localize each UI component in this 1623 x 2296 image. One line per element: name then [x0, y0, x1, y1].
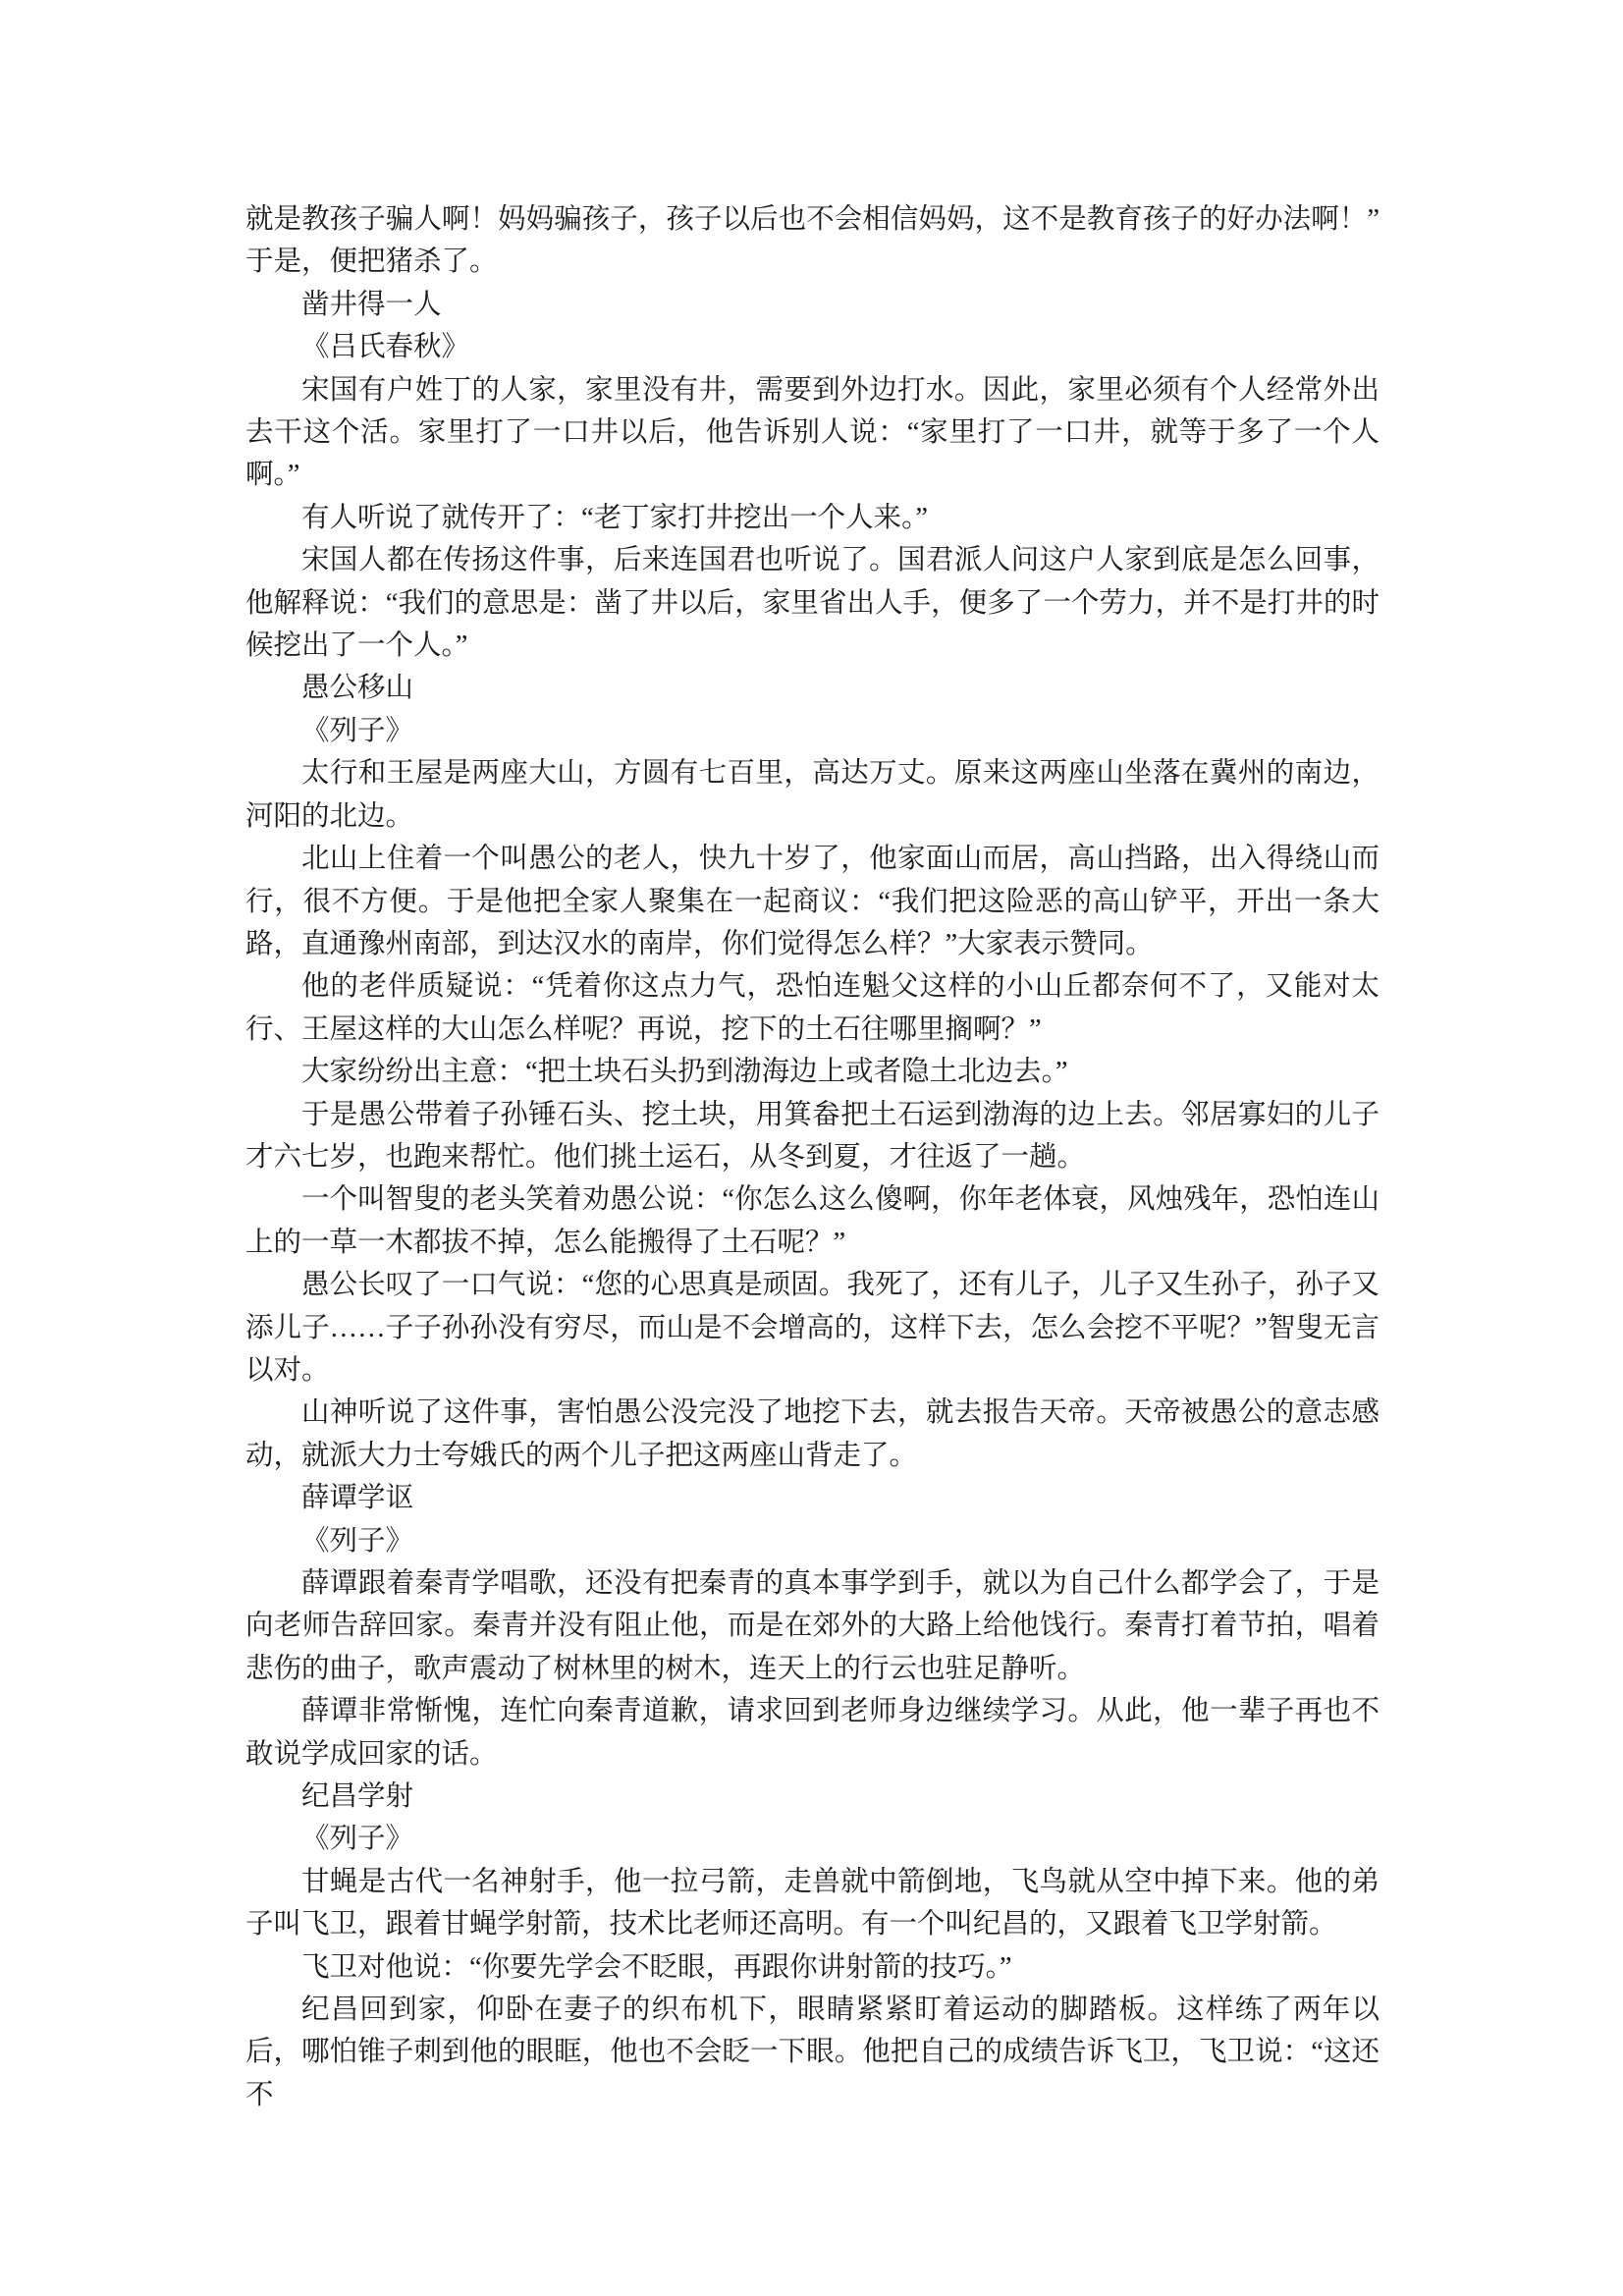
story-title: 愚公移山 [301, 673, 414, 704]
paragraph: 就是教孩子骗人啊！妈妈骗孩子，孩子以后也不会相信妈妈，这不是教育孩子的好办法啊！”于是，便把猪杀了。 [245, 204, 1380, 278]
paragraph: 纪昌回到家，仰卧在妻子的织布机下，眼睛紧紧盯着运动的脚踏板。这样练了两年以后，哪怕锥子刺到他的眼眶，他也不会眨一下眼。他把自己的成绩告诉飞卫，飞卫说：“这还不 [245, 1995, 1380, 2110]
paragraph: 大家纷纷出主意：“把土块石头扔到渤海边上或者隐土北边去。” [301, 1057, 1068, 1088]
paragraph: 太行和王屋是两座大山，方圆有七百里，高达万丈。原来这两座山坐落在冀州的南边，河阳的北边。 [245, 758, 1380, 832]
paragraph: 于是愚公带着子孙锤石头、挖土块，用箕畚把土石运到渤海的边上去。邻居寡妇的儿子才六七岁，也跑来帮忙。他们挑土运石，从冬到夏，才往返了一趟。 [245, 1099, 1380, 1173]
paragraph: 宋国有户姓丁的人家，家里没有井，需要到外边打水。因此，家里必须有个人经常外出去干这个活。家里打了一口井以后，他告诉别人说：“家里打了一口井，就等于多了一个人啊。” [245, 374, 1380, 491]
paragraph: 有人听说了就传开了：“老丁家打井挖出一个人来。” [301, 502, 929, 533]
paragraph: 薛谭跟着秦青学唱歌，还没有把秦青的真本事学到手，就以为自己什么都学会了，于是向老师告辞回家。秦青并没有阻止他，而是在郊外的大路上给他饯行。秦青打着节拍，唱着悲伤的曲子，歌声震动了树林里的树木，连天上的行云也驻足静听。 [245, 1568, 1380, 1684]
paragraph: 薛谭非常惭愧，连忙向秦青道歉，请求回到老师身边继续学习。从此，他一辈子再也不敢说学成回家的话。 [245, 1696, 1380, 1770]
story-title: 薛谭学讴 [301, 1483, 414, 1514]
paragraph: 飞卫对他说：“你要先学会不眨眼，再跟你讲射箭的技巧。” [301, 1951, 1012, 1983]
story-source: 《吕氏春秋》 [301, 332, 470, 363]
paragraph: 北山上住着一个叫愚公的老人，快九十岁了，他家面山而居，高山挡路，出入得绕山而行，很不方便。于是他把全家人聚集在一起商议：“我们把这险恶的高山铲平，开出一条大路，直通豫州南部，到达汉水的南岸，你们觉得怎么样？”大家表示赞同。 [245, 844, 1380, 959]
paragraph: 他的老伴质疑说：“凭着你这点力气，恐怕连魁父这样的小山丘都奈何不了，又能对太行、王屋这样的大山怎么样呢？再说，挖下的土石往哪里搁啊？” [245, 971, 1380, 1045]
paragraph: 愚公长叹了一口气说：“您的心思真是顽固。我死了，还有儿子，儿子又生孙子，孙子又添儿子……子子孙孙没有穷尽，而山是不会增高的，这样下去，怎么会挖不平呢？”智叟无言以对。 [245, 1270, 1380, 1386]
paragraph: 甘蝇是古代一名神射手，他一拉弓箭，走兽就中箭倒地，飞鸟就从空中掉下来。他的弟子叫飞卫，跟着甘蝇学射箭，技术比老师还高明。有一个叫纪昌的，又跟着飞卫学射箭。 [245, 1866, 1380, 1941]
story-title: 纪昌学射 [301, 1781, 414, 1813]
paragraph: 宋国人都在传扬这件事，后来连国君也听说了。国君派人问这户人家到底是怎么回事，他解释说：“我们的意思是：凿了井以后，家里省出人手，便多了一个劳力，并不是打井的时候挖出了一个人。” [245, 545, 1380, 662]
story-title: 凿井得一人 [301, 289, 442, 320]
paragraph: 山神听说了这件事，害怕愚公没完没了地挖下去，就去报告天帝。天帝被愚公的意志感动，就派大力士夸娥氏的两个儿子把这两座山背走了。 [245, 1397, 1380, 1471]
story-source: 《列子》 [301, 1824, 414, 1855]
story-source: 《列子》 [301, 715, 414, 746]
text-content [245, 198, 1380, 2116]
paragraph: 一个叫智叟的老头笑着劝愚公说：“你怎么这么傻啊，你年老体衰，风烛残年，恐怕连山上的一草一木都拔不掉，怎么能搬得了土石呢？” [245, 1184, 1380, 1258]
story-source: 《列子》 [301, 1525, 414, 1557]
